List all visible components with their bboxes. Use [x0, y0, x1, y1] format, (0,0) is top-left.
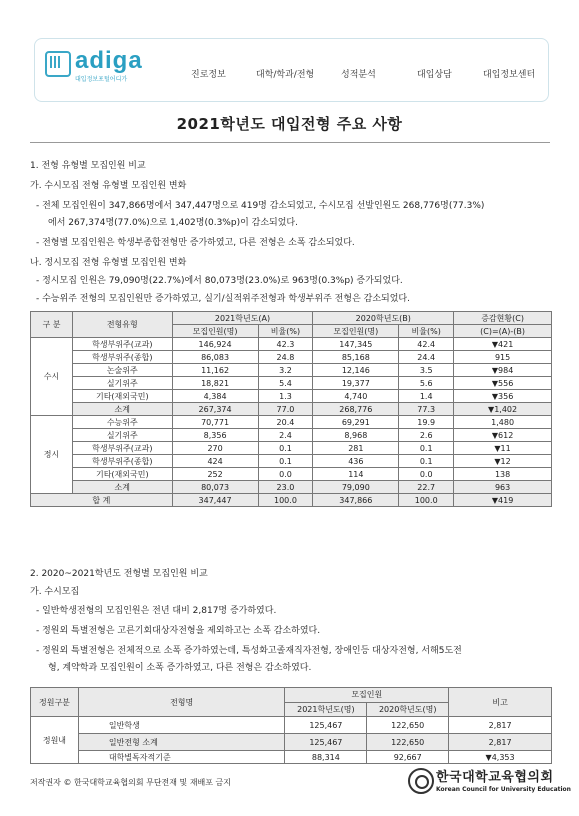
cell-ratio-2020: 100.0: [399, 494, 454, 507]
cell-ratio-2021: 77.0: [258, 403, 313, 416]
th-count: 모집인원: [285, 688, 449, 703]
cell-count-2021: 86,083: [172, 351, 258, 364]
cell-count-2020: 147,345: [313, 338, 399, 351]
table-row: [31, 455, 552, 468]
cell-count-2021: 146,924: [172, 338, 258, 351]
cell-count-2020: 347,866: [313, 494, 399, 507]
cell-ratio-2020: 0.1: [399, 455, 454, 468]
section1-b2: - 수능위주 전형의 모집인원만 증가하였고, 실기/실적위주전형과 학생부위주 전형은 감소되었다.: [36, 294, 410, 304]
table-recruitment-by-program: [30, 687, 552, 764]
table-row: [31, 429, 552, 442]
cell-count-2020: 436: [313, 455, 399, 468]
kcue-logo-english: Korean Council for University Education: [436, 786, 571, 793]
cell-count-2020: 85,168: [313, 351, 399, 364]
cell-type: 수능위주: [72, 416, 172, 429]
cell-ratio-2020: 3.5: [399, 364, 454, 377]
section2-heading: 2. 2020~2021학년도 전형별 모집인원 비교: [30, 569, 208, 579]
table-row: [31, 751, 552, 764]
section2-a3-cont: 형, 계약학과 모집인원이 소폭 증가하였고, 다른 전형은 감소하였다.: [48, 663, 312, 673]
th-ratio-2021: 비율(%): [258, 325, 313, 338]
cell-count-2021: 8,356: [172, 429, 258, 442]
cell-count-2021: 424: [172, 455, 258, 468]
cell-2021: 125,467: [285, 734, 367, 751]
cell-ratio-2021: 0.1: [258, 442, 313, 455]
cell-count-2021: 4,384: [172, 390, 258, 403]
cell-ratio-2020: 22.7: [399, 481, 454, 494]
nav-university-major[interactable]: 대학/학과/전형: [256, 70, 315, 80]
cell-count-2020: 12,146: [313, 364, 399, 377]
th-note: 비고: [449, 688, 552, 717]
cell-note: ▼4,353: [449, 751, 552, 764]
cell-2020: 122,650: [367, 734, 449, 751]
th-2021: 2021학년도(A): [172, 312, 313, 325]
th-type: 전형유형: [72, 312, 172, 338]
cell-ratio-2021: 24.8: [258, 351, 313, 364]
cell-diff: 915: [454, 351, 552, 364]
section1-sub-a: 가. 수시모집 전형 유형별 모집인원 변화: [30, 181, 187, 191]
group-susi: 수시: [31, 338, 73, 416]
cell-diff: 138: [454, 468, 552, 481]
th-diff-formula: (C)=(A)-(B): [454, 325, 552, 338]
cell-count-2020: 268,776: [313, 403, 399, 416]
logo-word: adiga: [75, 47, 143, 74]
cell-ratio-2021: 0.0: [258, 468, 313, 481]
page-title: 2021학년도 대입전형 주요 사항: [176, 115, 403, 133]
cell-diff: ▼1,402: [454, 403, 552, 416]
table-row: [31, 468, 552, 481]
cell-ratio-2020: 1.4: [399, 390, 454, 403]
th-count-2021: 모집인원(명): [172, 325, 258, 338]
section2-a3: - 정원외 특별전형은 전체적으로 소폭 증가하였는데, 특성화고졸재직자전형, 장애인등 대상자전형, 서해5도전: [36, 646, 462, 656]
cell-type: 학생부위주(교과): [72, 338, 172, 351]
table-row: [31, 416, 552, 429]
cell-count-2020: 79,090: [313, 481, 399, 494]
section2-sub-a: 가. 수시모집: [30, 587, 80, 597]
cell-count-2021: 270: [172, 442, 258, 455]
cell-ratio-2020: 5.6: [399, 377, 454, 390]
cell-type: 학생부위주(교과): [72, 442, 172, 455]
cell-count-2021: 18,821: [172, 377, 258, 390]
adiga-logo[interactable]: [45, 49, 143, 83]
cell-diff: ▼356: [454, 390, 552, 403]
cell-ratio-2020: 42.4: [399, 338, 454, 351]
cell-name: 대학별독자적기준: [78, 751, 285, 764]
section1-a1-cont: 에서 267,374명(77.0%)으로 1,402명(0.3%p)이 감소되었다.: [48, 218, 298, 228]
cell-type: 실기위주: [72, 429, 172, 442]
table-recruitment-by-type: [30, 311, 552, 507]
section2-a2: - 정원외 특별전형은 고른기회대상자전형을 제외하고는 소폭 감소하였다.: [36, 626, 321, 636]
cell-2021: 125,467: [285, 717, 367, 734]
section1-heading: 1. 전형 유형별 모집인원 비교: [30, 161, 146, 171]
th-diff: 증감현황(C): [454, 312, 552, 325]
cell-count-2020: 19,377: [313, 377, 399, 390]
title-divider: [30, 142, 550, 143]
cell-2021: 88,314: [285, 751, 367, 764]
cell-diff: 1,480: [454, 416, 552, 429]
cell-ratio-2021: 42.3: [258, 338, 313, 351]
cell-ratio-2021: 23.0: [258, 481, 313, 494]
cell-total-label: 합 계: [31, 494, 173, 507]
table-row: [31, 338, 552, 351]
table-row: [31, 364, 552, 377]
kcue-logo-text: 한국대학교육협의회: [436, 770, 554, 785]
cell-ratio-2021: 0.1: [258, 455, 313, 468]
cell-note: 2,817: [449, 717, 552, 734]
cell-count-2020: 281: [313, 442, 399, 455]
nav-admission-counsel[interactable]: 대입상담: [417, 70, 452, 80]
cell-note: 2,817: [449, 734, 552, 751]
subtotal-row: [31, 403, 552, 416]
section2-a1: - 일반학생전형의 모집인원은 전년 대비 2,817명 증가하였다.: [36, 606, 277, 616]
cell-count-2021: 11,162: [172, 364, 258, 377]
cell-ratio-2021: 20.4: [258, 416, 313, 429]
cell-count-2020: 114: [313, 468, 399, 481]
cell-ratio-2020: 19.9: [399, 416, 454, 429]
cell-diff: ▼984: [454, 364, 552, 377]
cell-diff: ▼612: [454, 429, 552, 442]
cell-ratio-2020: 77.3: [399, 403, 454, 416]
cell-name: 일반전형 소계: [78, 734, 285, 751]
th-gubun: 정원구분: [31, 688, 79, 717]
cell-type: 소계: [72, 403, 172, 416]
table-row: [31, 717, 552, 734]
cell-diff: ▼419: [454, 494, 552, 507]
total-row: [31, 494, 552, 507]
section1-sub-b: 나. 정시모집 전형 유형별 모집인원 변화: [30, 258, 187, 268]
cell-count-2021: 347,447: [172, 494, 258, 507]
cell-diff: ▼11: [454, 442, 552, 455]
cell-2020: 92,667: [367, 751, 449, 764]
cell-name: 일반학생: [78, 717, 285, 734]
th-2020: 2020학년도(명): [367, 702, 449, 717]
th-ratio-2020: 비율(%): [399, 325, 454, 338]
cell-diff: ▼421: [454, 338, 552, 351]
cell-count-2021: 252: [172, 468, 258, 481]
cell-type: 학생부위주(종합): [72, 351, 172, 364]
cell-count-2021: 70,771: [172, 416, 258, 429]
logo-subtitle: 대입정보포털어디가: [75, 76, 128, 83]
site-header: [34, 38, 549, 102]
table-row: [31, 377, 552, 390]
cell-ratio-2021: 2.4: [258, 429, 313, 442]
cell-diff: ▼12: [454, 455, 552, 468]
cell-type: 논술위주: [72, 364, 172, 377]
subtotal-row: [31, 734, 552, 751]
copyright-text: 저작권자 © 한국대학교육협의회 무단전재 및 재배포 금지: [30, 778, 231, 787]
cell-ratio-2020: 24.4: [399, 351, 454, 364]
table-row: [31, 351, 552, 364]
cell-ratio-2020: 2.6: [399, 429, 454, 442]
cell-count-2020: 4,740: [313, 390, 399, 403]
nav-career-info[interactable]: 진로정보: [191, 70, 226, 80]
group-jeongsi: 정시: [31, 416, 73, 494]
cell-diff: 963: [454, 481, 552, 494]
cell-ratio-2021: 3.2: [258, 364, 313, 377]
cell-type: 학생부위주(종합): [72, 455, 172, 468]
cell-count-2020: 69,291: [313, 416, 399, 429]
cell-ratio-2020: 0.1: [399, 442, 454, 455]
group-jeongwonnae: 정원내: [31, 717, 79, 764]
cell-ratio-2021: 100.0: [258, 494, 313, 507]
cell-count-2020: 8,968: [313, 429, 399, 442]
cell-diff: ▼556: [454, 377, 552, 390]
th-count-2020: 모집인원(명): [313, 325, 399, 338]
cell-2020: 122,650: [367, 717, 449, 734]
nav-score-analysis[interactable]: 성적분석: [341, 70, 376, 80]
cell-ratio-2021: 5.4: [258, 377, 313, 390]
cell-type: 소계: [72, 481, 172, 494]
th-name: 전형명: [78, 688, 285, 717]
cell-type: 기타(재외국민): [72, 468, 172, 481]
cell-ratio-2020: 0.0: [399, 468, 454, 481]
table-row: [31, 442, 552, 455]
cell-type: 기타(재외국민): [72, 390, 172, 403]
logo-icon: [45, 51, 71, 77]
table-row: [31, 390, 552, 403]
section1-b1: - 정시모집 인원은 79,090명(22.7%)에서 80,073명(23.0%)로 963명(0.3%p) 증가되었다.: [36, 276, 403, 286]
cell-count-2021: 267,374: [172, 403, 258, 416]
th-gubun: 구 분: [31, 312, 73, 338]
th-2021: 2021학년도(명): [285, 702, 367, 717]
section1-a2: - 전형별 모집인원은 학생부종합전형만 증가하였고, 다른 전형은 소폭 감소되었다.: [36, 238, 355, 248]
cell-type: 실기위주: [72, 377, 172, 390]
nav-admission-center[interactable]: 대입정보센터: [483, 70, 536, 80]
kcue-seal-icon: [408, 768, 434, 794]
section1-a1: - 전체 모집인원이 347,866명에서 347,447명으로 419명 감소되었고, 수시모집 선발인원도 268,776명(77.3%): [36, 201, 485, 211]
subtotal-row: [31, 481, 552, 494]
th-2020: 2020학년도(B): [313, 312, 454, 325]
cell-ratio-2021: 1.3: [258, 390, 313, 403]
cell-count-2021: 80,073: [172, 481, 258, 494]
